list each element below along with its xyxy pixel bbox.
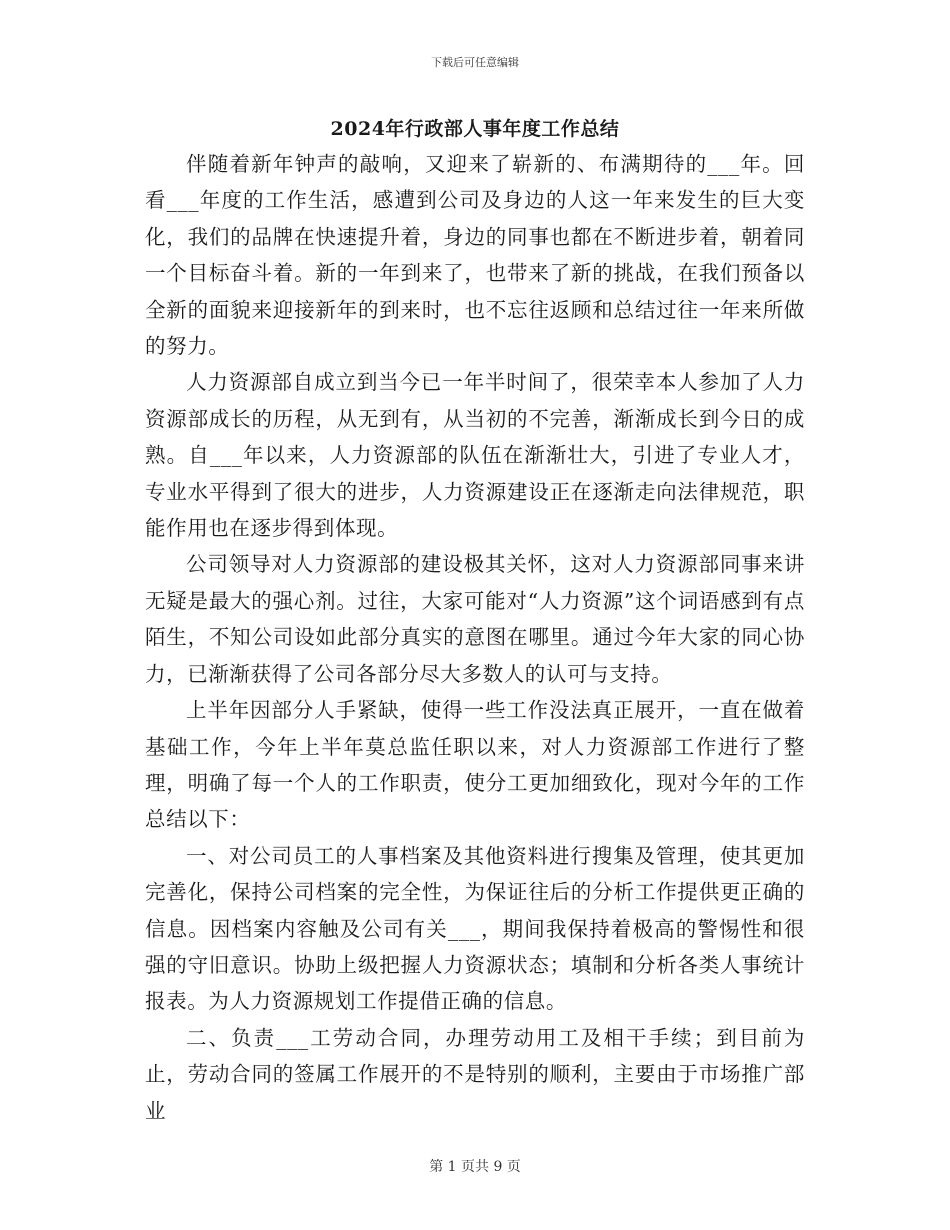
header-note: 下载后可任意编辑 bbox=[431, 56, 519, 69]
paragraph-3: 公司领导对人力资源部的建设极其关怀，这对人力资源部同事来讲无疑是最大的强心剂。过往，大家可能对“人力资源”这个词语感到有点陌生，不知公司设如此部分真实的意图在哪里。通过今年大家的同心协力，已渐渐获得了公司各部分尽大多数人的认可与支持。 bbox=[145, 552, 805, 686]
paragraph-1: 伴随着新年钟声的敲响，又迎来了崭新的、布满期待的___年。回看___年度的工作生活，感遭到公司及身边的人这一年来发生的巨大变化，我们的品牌在快速提升着，身边的同事也都在不断进步着，朝着同一个目标奋斗着。新的一年到来了，也带来了新的挑战，在我们预备以全新的面貌来迎接新年的到来时，也不忘往返顾和总结过往一年来所做的努力。 bbox=[145, 152, 805, 359]
document-body bbox=[145, 146, 805, 1129]
page-footer: 第 1 页共 9 页 bbox=[429, 1159, 521, 1175]
paragraph-2: 人力资源部自成立到当今已一年半时间了，很荣幸本人参加了人力资源部成长的历程，从无到有，从当初的不完善，渐渐成长到今日的成熟。自___年以来，人力资源部的队伍在渐渐壮大，引进了专业人才，专业水平得到了很大的进步，人力资源建设正在逐渐走向法律规范，职能作用也在逐步得到体现。 bbox=[145, 370, 805, 541]
document-title: 2024年行政部人事年度工作总结 bbox=[330, 118, 620, 140]
paragraph-4: 上半年因部分人手紧缺，使得一些工作没法真正展开，一直在做着基础工作，今年上半年莫总监任职以来，对人力资源部工作进行了整理，明确了每一个人的工作职责，使分工更加细致化，现对今年的工作总结以下： bbox=[145, 698, 805, 832]
paragraph-6: 二、负责___工劳动合同，办理劳动用工及相干手续；到目前为止，劳动合同的签属工作展开的不是特别的顺利，主要由于市场推广部业 bbox=[145, 1025, 805, 1123]
paragraph-5: 一、对公司员工的人事档案及其他资料进行搜集及管理，使其更加完善化，保持公司档案的完全性，为保证往后的分析工作提供更正确的信息。因档案内容触及公司有关___，期间我保持着极高的警惕性和很强的守旧意识。协助上级把握人力资源状态；填制和分析各类人事统计报表。为人力资源规划工作提借正确的信息。 bbox=[145, 843, 805, 1014]
